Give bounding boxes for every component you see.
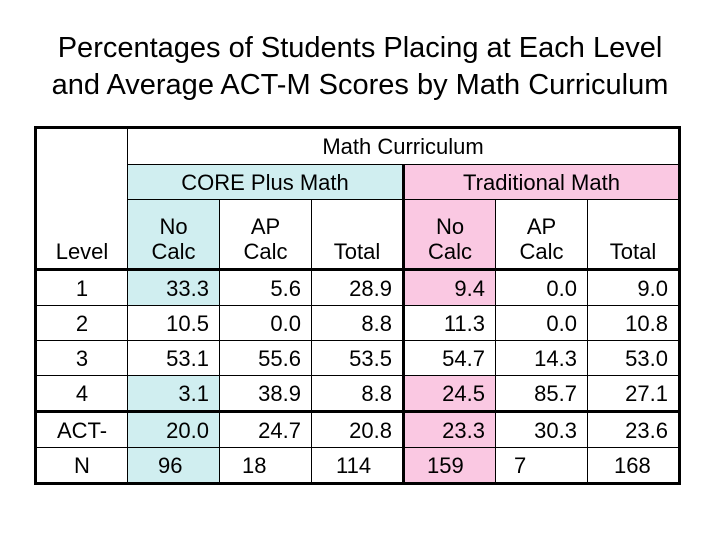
data-cell: 28.9	[312, 270, 404, 306]
data-cell: 0.0	[220, 306, 312, 341]
col-header-line: Total	[333, 239, 381, 264]
data-cell: 85.7	[496, 376, 588, 412]
data-cell: 18	[220, 448, 312, 484]
col-header-line: AP	[526, 214, 557, 239]
table-row	[36, 306, 680, 341]
data-cell: 114	[312, 448, 404, 484]
col-header-line: Total	[609, 239, 657, 264]
data-cell: 0.0	[496, 306, 588, 341]
corner-cell	[36, 165, 128, 200]
table-row	[36, 270, 680, 306]
data-cell: 20.8	[312, 412, 404, 448]
col-header-trad-nocalc	[404, 200, 496, 270]
data-cell: 11.3	[404, 306, 496, 341]
title-line-1: Percentages of Students Placing at Each Level	[57, 32, 663, 64]
col-header-core-nocalc	[128, 200, 220, 270]
col-header-trad-apcalc	[496, 200, 588, 270]
data-cell: 10.8	[588, 306, 680, 341]
data-cell: 10.5	[128, 306, 220, 341]
data-cell: 54.7	[404, 341, 496, 376]
group-header-traditional: Traditional Math	[404, 165, 680, 200]
data-cell: 9.4	[404, 270, 496, 306]
col-header-line: Calc	[151, 239, 196, 264]
data-cell: 30.3	[496, 412, 588, 448]
row-label: 3	[36, 341, 128, 376]
data-cell: 23.6	[588, 412, 680, 448]
col-header-line: No	[435, 214, 465, 239]
col-header-line: Calc	[427, 239, 472, 264]
data-cell: 24.7	[220, 412, 312, 448]
data-cell: 24.5	[404, 376, 496, 412]
data-cell: 8.8	[312, 306, 404, 341]
data-cell: 96	[128, 448, 220, 484]
data-cell: 23.3	[404, 412, 496, 448]
data-cell: 53.5	[312, 341, 404, 376]
title-line-2: and Average ACT-M Scores by Math Curriculum	[51, 69, 669, 101]
data-cell: 7	[496, 448, 588, 484]
corner-cell	[36, 128, 128, 165]
data-cell: 5.6	[220, 270, 312, 306]
table-row	[36, 341, 680, 376]
data-cell: 9.0	[588, 270, 680, 306]
row-label: 2	[36, 306, 128, 341]
results-table	[34, 126, 681, 485]
data-cell: 27.1	[588, 376, 680, 412]
chart-title	[0, 30, 720, 104]
data-cell: 53.1	[128, 341, 220, 376]
data-cell: 20.0	[128, 412, 220, 448]
data-cell: 53.0	[588, 341, 680, 376]
col-header-line: AP	[250, 214, 281, 239]
group-header-core: CORE Plus Math	[128, 165, 404, 200]
col-header-core-apcalc	[220, 200, 312, 270]
col-header-line: Calc	[243, 239, 288, 264]
col-header-trad-total	[588, 200, 680, 270]
data-cell: 33.3	[128, 270, 220, 306]
table-header: Math Curriculum	[128, 128, 680, 165]
table-row	[36, 412, 680, 448]
data-cell: 14.3	[496, 341, 588, 376]
table-row	[36, 448, 680, 484]
data-cell: 3.1	[128, 376, 220, 412]
data-cell: 0.0	[496, 270, 588, 306]
row-label: 4	[36, 376, 128, 412]
data-cell: 55.6	[220, 341, 312, 376]
table-row	[36, 376, 680, 412]
row-label: N	[36, 448, 128, 484]
data-cell: 38.9	[220, 376, 312, 412]
data-cell: 159	[404, 448, 496, 484]
col-header-line: Calc	[519, 239, 564, 264]
row-label: 1	[36, 270, 128, 306]
col-header-line: No	[159, 214, 188, 239]
col-header-core-total	[312, 200, 404, 270]
data-cell: 168	[588, 448, 680, 484]
row-label: ACT-	[36, 412, 128, 448]
data-cell: 8.8	[312, 376, 404, 412]
row-header-label: Level	[36, 200, 128, 270]
